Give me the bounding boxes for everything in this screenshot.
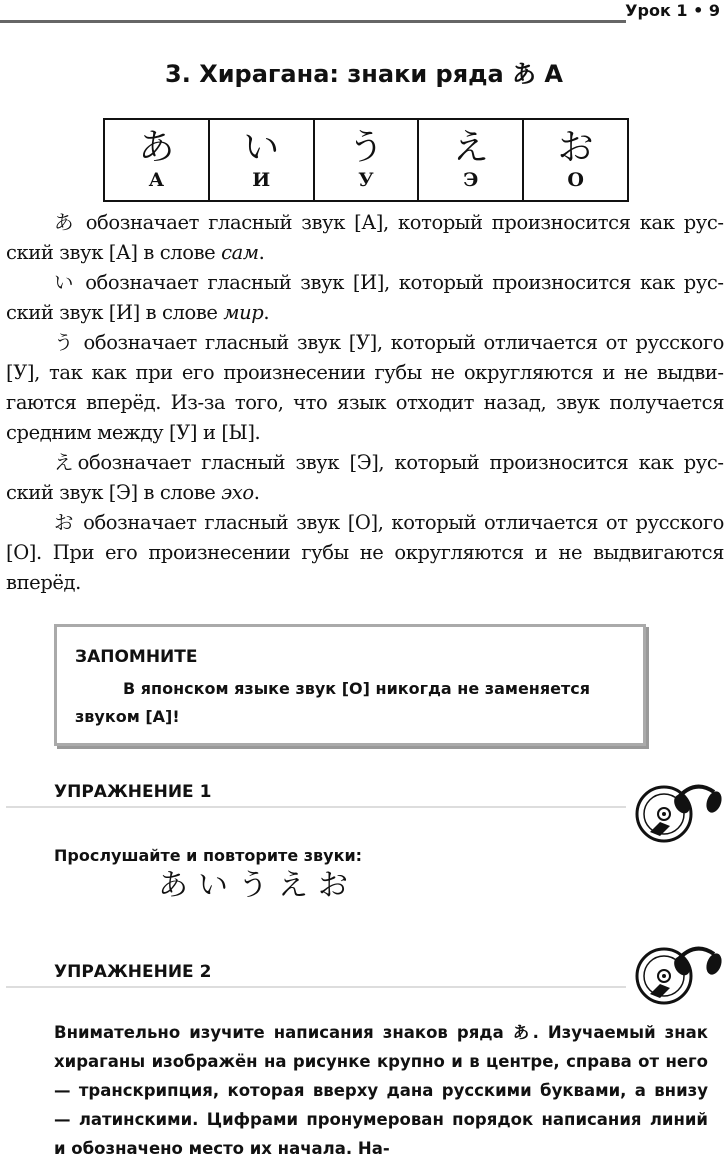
section-title: 3. Хирагана: знаки ряда あ А <box>165 60 563 88</box>
kana-romaji: Э <box>463 169 479 191</box>
remember-box <box>54 624 646 746</box>
kana-cell-u <box>314 119 419 201</box>
kana-cell-a <box>104 119 209 201</box>
remember-text: В японском языке звук [О] никогда не заменяется звуком [А]! <box>75 679 590 726</box>
kana-cell-e <box>418 119 523 201</box>
exercise-2-rule <box>6 986 626 988</box>
paragraph-text-end: . <box>258 241 265 264</box>
paragraph-italic: мир <box>223 301 264 324</box>
kana-char: え <box>452 127 489 168</box>
paragraph-kana: う <box>54 331 76 354</box>
kana-char: う <box>347 127 384 168</box>
audio-cd-headphones-icon[interactable] <box>630 774 726 846</box>
page-header <box>0 0 728 26</box>
paragraph-italic: эхо <box>221 481 254 504</box>
paragraph-e <box>6 448 724 508</box>
exercise-2-text: Внимательно изучите написания знаков ряда あ. Изучаемый знак хираганы изображён на рисунке крупно и в центре, справа от него — транскрипция, которая вверху дана русскими буквами, а внизу — латинскими. Цифрами пронумерован порядок написания линий и обозначено место их начала. На- <box>54 1023 708 1158</box>
kana-romaji: У <box>358 169 374 191</box>
exercise-1-rule <box>6 806 626 808</box>
remember-title: ЗАПОМНИТЕ <box>75 647 198 667</box>
paragraph-text: обозначает гласный звук [О], который отличается от русского [О]. При его произнесении губы не округляются и не выдвигаются вперёд. <box>6 511 724 594</box>
paragraph-kana: あ <box>54 211 77 234</box>
exercise-1-heading: УПРАЖНЕНИЕ 1 <box>54 782 212 802</box>
header-rule <box>0 20 626 23</box>
paragraph-text-end: . <box>263 301 270 324</box>
paragraph-text: обозначает гласный звук [Э], который произносится как русский звук [Э] в слове <box>6 451 724 504</box>
kana-table <box>103 118 629 202</box>
exercise-1-instruction: Прослушайте и повторите звуки: <box>54 846 363 865</box>
paragraph-u <box>6 328 724 448</box>
kana-char: い <box>243 127 280 168</box>
paragraph-text: обозначает гласный звук [А], который произносится как русский звук [А] в слове <box>6 211 725 264</box>
kana-char: お <box>557 127 594 168</box>
exercise-1-kana-row: あいうえお <box>158 868 358 903</box>
page-info: Урок 1 • 9 <box>625 1 720 20</box>
audio-cd-headphones-icon[interactable] <box>630 936 726 1008</box>
paragraph-text-end: . <box>253 481 260 504</box>
paragraph-text: обозначает гласный звук [У], который отличается от русского [У], так как при его произнесении губы не округляются и не выдвигаются вперёд. Из-за того, что язык отходит назад, звук получается средним между [У] и [Ы]. <box>6 331 724 444</box>
paragraph-i <box>6 268 724 328</box>
paragraph-kana: い <box>54 271 77 294</box>
paragraph-a <box>6 208 724 268</box>
paragraph-text: обозначает гласный звук [И], который произносится как русский звук [И] в слове <box>6 271 725 324</box>
paragraph-o <box>6 508 724 598</box>
exercise-2-heading: УПРАЖНЕНИЕ 2 <box>54 962 212 982</box>
kana-romaji: О <box>567 169 584 191</box>
paragraph-kana: え <box>54 451 78 474</box>
body-text <box>6 208 724 598</box>
kana-cell-i <box>209 119 314 201</box>
kana-romaji: А <box>148 169 165 191</box>
paragraph-kana: お <box>54 511 76 534</box>
kana-char: あ <box>138 127 175 168</box>
kana-cell-o <box>523 119 628 201</box>
paragraph-italic: сам <box>221 241 259 264</box>
kana-romaji: И <box>252 169 271 191</box>
